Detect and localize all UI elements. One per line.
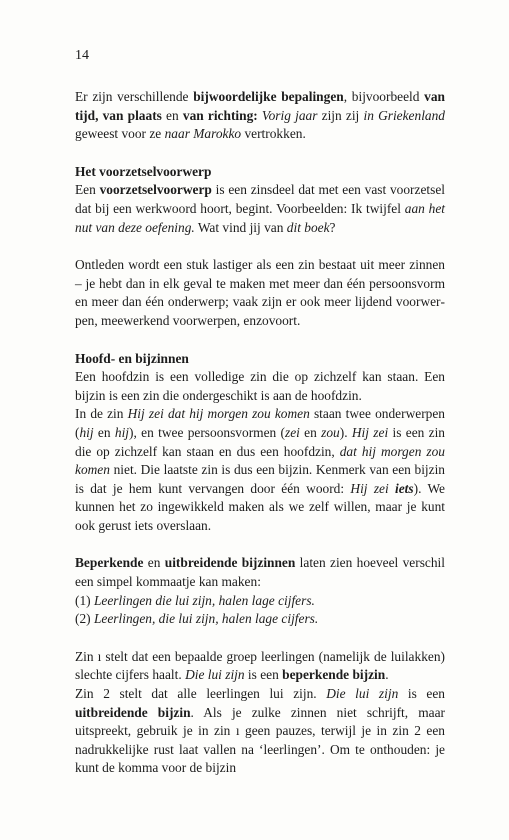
example: Leerlingen, die lui zijn, halen lage cijfers. [93,611,319,627]
text: zijn zij [317,107,364,123]
paragraph [75,554,445,591]
example: zou [321,424,340,440]
example-1 [75,592,445,611]
paragraph-ontleden: Ontleden wordt een stuk lastiger als een zin bestaat uit meer zinnen – je hebt dan in elk geval te maken met meer dan één persoonsvorm en meer dan één onderwerp; vaak zijn er ook meer lijdend voorwerpen, meewerkend voorwerpen, enzovoort. [75,257,445,328]
example-emphasis: iets [395,480,414,496]
example: zei [284,424,300,440]
paragraph [75,685,445,778]
example: hij [114,424,130,440]
example: Leerlingen die lui zijn, halen lage cijfers. [93,592,315,608]
section-heading: Hoofd- en bijzinnen [75,350,189,366]
text: is een [398,686,445,702]
example: Hij zei [350,480,396,496]
text: niet. Die laatste zin is dus een bijzin. Kenmerk van een bijzin is dat je hem kunt vervangen door één woord: [75,462,445,496]
example: hij [79,424,94,440]
text: ). We kunnen het zo ingewikkeld maken als we zelf willen, maar je kunt ook gerust iets overslaan. [75,480,446,533]
page-content [75,88,445,778]
text: en [161,107,183,123]
example-number: (1) [75,592,94,608]
term: uitbreidende bijzinnen [164,555,296,571]
paragraph: Een hoofdzin is een volledige zin die op zichzelf kan staan. Een bijzin is een zin die ondergeschikt is aan de hoofdzin. [75,369,445,403]
section-bijzinnen [75,554,445,628]
text: . [385,667,389,683]
example: in Griekenland [363,107,445,123]
example: Die lui zijn [185,667,245,683]
text: . Als je zulke zinnen niet schrijft, maar uitspreekt, gebruik je in zin ı geen pauzes, terwijl je in zin 2 een nadrukkelijke rust laat vallen na ‘leerlingen’. Om te onthouden: je kunt de komma voor de bijzin [75,704,445,776]
section-voorzetselvoorwerp [75,163,445,237]
text: en [299,424,322,440]
example: Die lui zijn [326,686,399,702]
example: naar Marokko [164,126,242,142]
example-2 [75,610,445,629]
text: In de zin [75,406,128,422]
section-heading: Het voorzetselvoorwerp [75,163,212,179]
text: is een [244,667,283,683]
text: geweest voor ze [75,126,165,142]
term: van tijd, van plaats [75,89,445,123]
text: laten zien hoeveel verschil een simpel kommaatje kan maken: [75,555,445,590]
text: ? [329,219,336,235]
term: uitbreidende bijzin [75,704,191,720]
text: Wat vind jij van [194,219,287,235]
text: , bijvoorbeeld [343,89,425,104]
text: vertrokken. [241,126,306,142]
text: staan twee onderwerpen ( [75,406,445,440]
term: voorzetselvoorwerp [99,182,212,198]
text: Zin ı stelt dat een bepaalde groep leerlingen (namelijk de luilakken) slechte cijfers haalt. [75,648,445,683]
text: ). [339,424,352,440]
text: en [143,555,165,571]
example: dit boek [286,219,330,235]
example: Hij zei [351,424,389,440]
example: Hij zei dat hij morgen zou komen [127,406,310,422]
text: is een zinsdeel dat met een vast voorzetsel dat bij een werkwoord hoort, begint. Voorbeelden: Ik twijfel [75,182,445,216]
text: en [93,424,115,440]
section-uitleg [75,648,445,778]
term: bijwoordelijke bepalingen [193,89,344,104]
paragraph-bijwoordelijke-bepalingen [75,88,445,144]
section-hoofd-en-bijzinnen [75,350,445,536]
paragraph [75,405,445,535]
example: aan het nut van deze oefening. [75,200,445,235]
text: Zin 2 stelt dat alle leerlingen lui zijn. [75,686,327,702]
text: Er zijn verschillende [75,89,194,104]
term: Beperkende [75,555,144,571]
text: is een zin die op zichzelf kan staan en dus een hoofdzin, [75,424,446,459]
paragraph [75,181,445,237]
example: Vorig jaar [261,107,318,123]
example-number: (2) [75,611,94,627]
paragraph [75,648,445,685]
term: beperkende bijzin [282,667,386,683]
text: Een [75,182,100,198]
page-number: 14 [75,48,89,63]
example: dat hij morgen zou komen [75,443,445,478]
term: van richting: [182,107,258,123]
text: ), en twee persoonsvormen ( [129,424,285,440]
